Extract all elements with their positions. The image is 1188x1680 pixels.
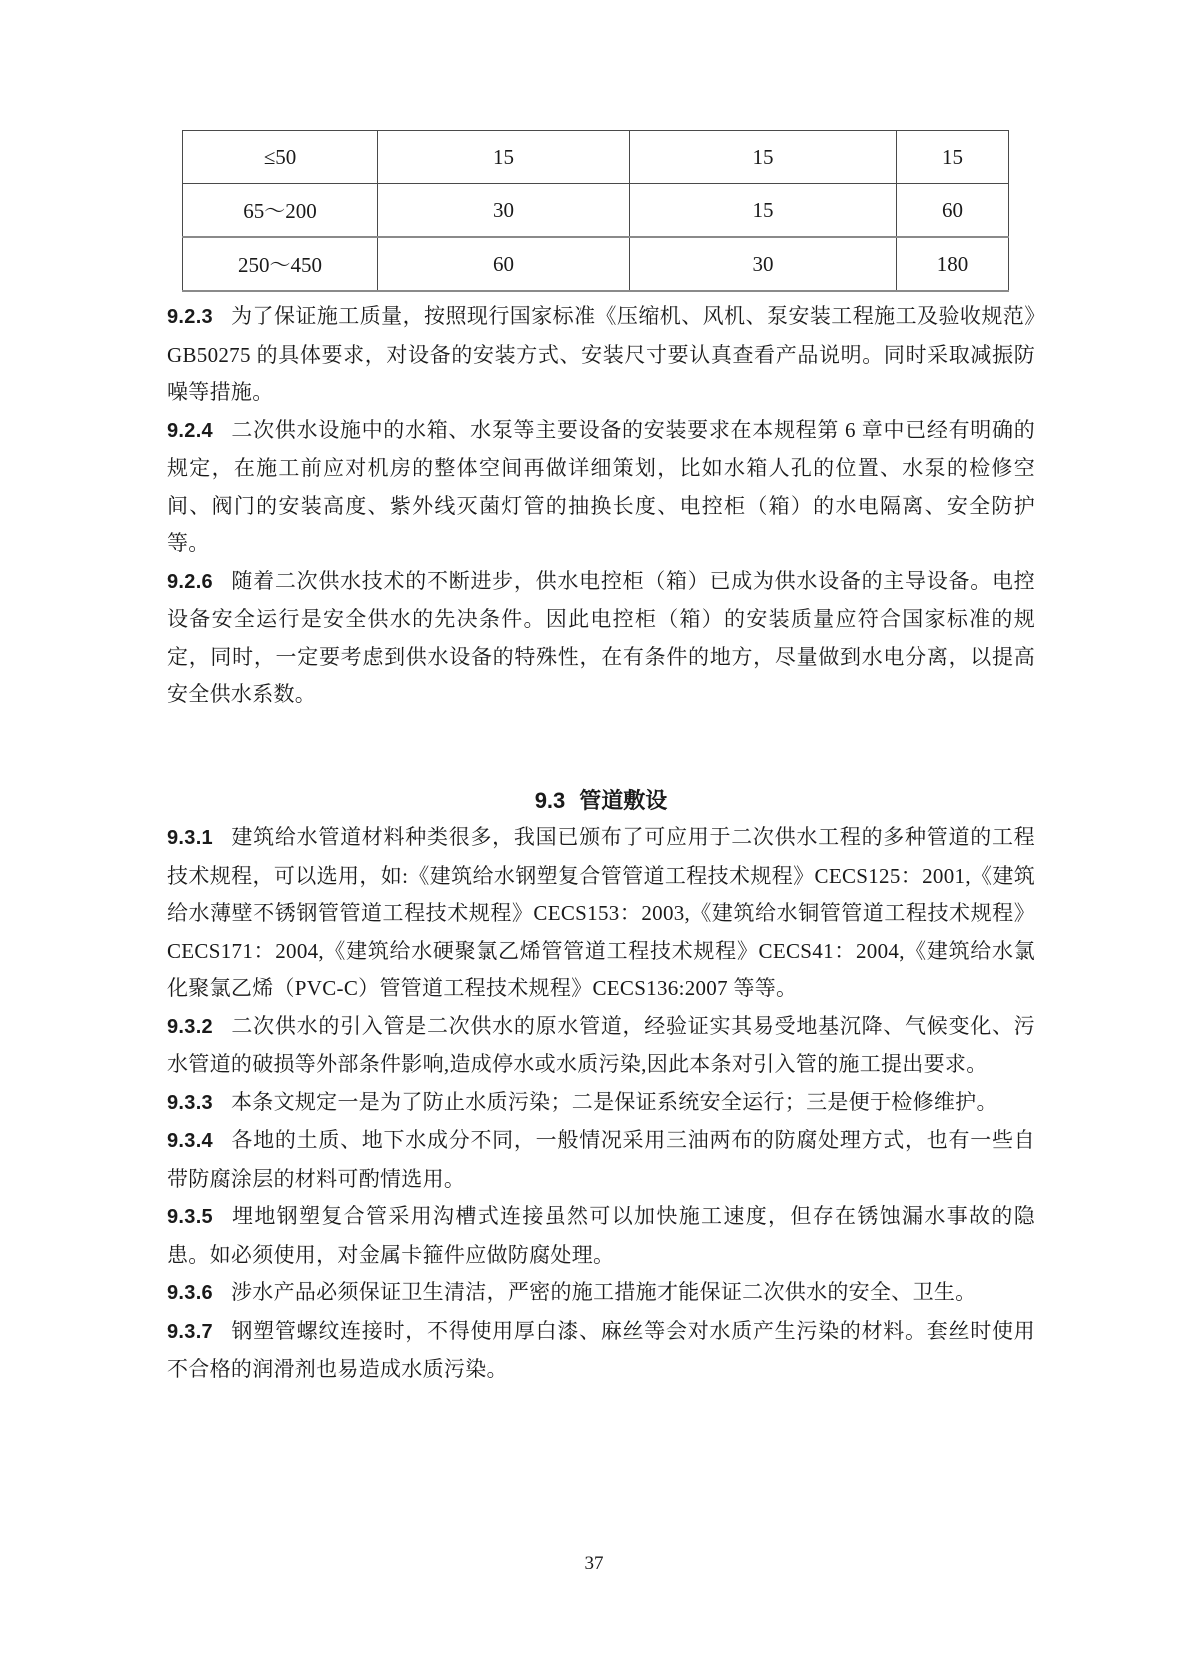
clause-9-3-3 bbox=[167, 1084, 1035, 1123]
table-cell: 65～200 bbox=[183, 184, 378, 238]
clause-text: 涉水产品必须保证卫生清洁，严密的施工措施才能保证二次供水的安全、卫生。 bbox=[230, 1280, 977, 1304]
clause-text: 本条文规定一是为了防止水质污染；二是保证系统安全运行；三是便于检修维护。 bbox=[230, 1089, 998, 1114]
table-row bbox=[183, 131, 1009, 184]
table-cell: 15 bbox=[378, 131, 630, 184]
clause-text: 各地的土质、地下水成分不同，一般情况采用三油两布的防腐处理方式，也有一些自带防腐涂层的材料可酌情选用。 bbox=[167, 1128, 1035, 1191]
section-heading-number: 9.3 bbox=[534, 787, 566, 813]
continuation-table bbox=[182, 130, 1009, 292]
clause-number: 9.2.4 bbox=[167, 419, 213, 442]
clause-text: 二次供水的引入管是二次供水的原水管道，经验证实其易受地基沉降、气候变化、污水管道的破损等外部条件影响,造成停水或水质污染,因此本条对引入管的施工提出要求。 bbox=[167, 1013, 1035, 1076]
clause-number: 9.2.3 bbox=[167, 306, 213, 328]
table-cell: 30 bbox=[630, 237, 897, 291]
table-cell: 30 bbox=[378, 184, 630, 238]
page-number: 37 bbox=[584, 1553, 604, 1574]
clause-number: 9.3.6 bbox=[167, 1282, 213, 1304]
table-row bbox=[183, 184, 1009, 238]
clause-9-2-6 bbox=[167, 563, 1035, 714]
table-cell: 15 bbox=[630, 184, 897, 238]
clause-9-3-1 bbox=[167, 819, 1035, 1008]
clause-9-3-5 bbox=[167, 1198, 1035, 1274]
clause-number: 9.2.6 bbox=[167, 570, 213, 593]
clause-number: 9.3.1 bbox=[167, 827, 213, 849]
clause-9-2-4 bbox=[167, 412, 1035, 563]
clause-9-2-3 bbox=[167, 298, 1035, 412]
clause-number: 9.3.7 bbox=[167, 1320, 213, 1343]
clause-text: 埋地钢塑复合管采用沟槽式连接虽然可以加快施工速度，但存在锈蚀漏水事故的隐患。如必须使用，对金属卡箍件应做防腐处理。 bbox=[167, 1204, 1035, 1267]
clause-9-3-4 bbox=[167, 1122, 1035, 1198]
clause-text: 为了保证施工质量，按照现行国家标准《压缩机、风机、泵安装工程施工及验收规范》GB50275 的具体要求，对设备的安装方式、安装尺寸要认真查看产品说明。同时采取减振防噪等措施。 bbox=[167, 304, 1035, 404]
section-heading-9-3 bbox=[167, 782, 1035, 820]
table-cell: 15 bbox=[897, 131, 1009, 184]
clause-number: 9.3.3 bbox=[167, 1091, 213, 1114]
clause-9-3-2 bbox=[167, 1008, 1035, 1084]
clause-number: 9.3.2 bbox=[167, 1015, 213, 1038]
clause-text: 二次供水设施中的水箱、水泵等主要设备的安装要求在本规程第 6 章中已经有明确的规定，在施工前应对机房的整体空间再做详细策划，比如水箱人孔的位置、水泵的检修空间、阀门的安装高度、紫外线灭菌灯管的抽换长度、电控柜（箱）的水电隔离、安全防护等。 bbox=[167, 417, 1035, 555]
clause-9-3-7 bbox=[167, 1313, 1035, 1389]
table-row bbox=[183, 237, 1009, 291]
table-cell: 60 bbox=[378, 237, 630, 291]
clause-text: 钢塑管螺纹连接时，不得使用厚白漆、麻丝等会对水质产生污染的材料。套丝时使用不合格的润滑剂也易造成水质污染。 bbox=[167, 1318, 1035, 1381]
table-cell: ≤50 bbox=[183, 131, 378, 184]
clause-text: 随着二次供水技术的不断进步，供水电控柜（箱）已成为供水设备的主导设备。电控设备安全运行是安全供水的先决条件。因此电控柜（箱）的安装质量应符合国家标准的规定，同时，一定要考虑到供水设备的特殊性，在有条件的地方，尽量做到水电分离，以提高安全供水系数。 bbox=[167, 568, 1035, 706]
table-cell: 180 bbox=[897, 237, 1009, 291]
table-cell: 60 bbox=[897, 184, 1009, 238]
section-heading-title: 管道敷设 bbox=[579, 787, 668, 813]
page-content bbox=[167, 130, 1035, 1389]
table-cell: 15 bbox=[630, 131, 897, 184]
table-cell: 250～450 bbox=[183, 237, 378, 291]
clause-text: 建筑给水管道材料种类很多，我国已颁布了可应用于二次供水工程的多种管道的工程技术规程，可以选用，如:《建筑给水钢塑复合管管道工程技术规程》CECS125：2001,《建筑给水薄壁不锈钢管管道工程技术规程》CECS153：2003,《建筑给水铜管管道工程技术规程》CECS171：2004,《建筑给水硬聚氯乙烯管管道工程技术规程》CECS41：2004,《建筑给水氯化聚氯乙烯（PVC-C）管管道工程技术规程》CECS136:2007 等等。 bbox=[167, 825, 1035, 1000]
clause-number: 9.3.4 bbox=[167, 1130, 213, 1152]
clause-number: 9.3.5 bbox=[167, 1206, 213, 1228]
clause-9-3-6 bbox=[167, 1274, 1035, 1313]
